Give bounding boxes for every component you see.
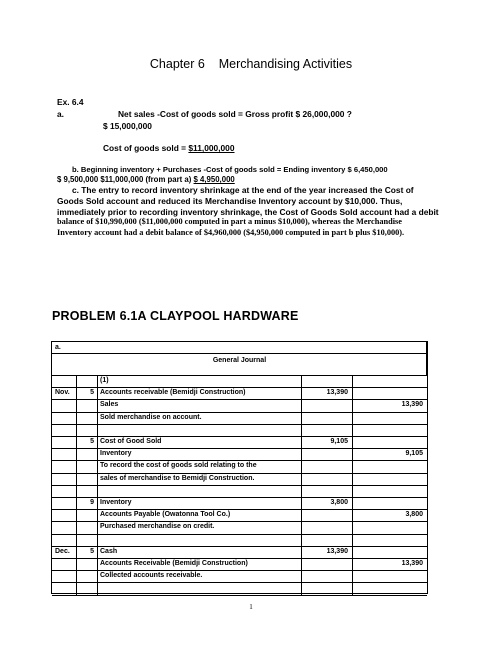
journal-part-label: a. <box>55 344 61 351</box>
credit-amount: 13,390 <box>401 560 423 567</box>
part-c-line-3: immediately prior to recording inventory shrinkage, the Cost of Goods Sold account had a debit <box>57 207 439 217</box>
part-a-letter: a. <box>57 109 64 119</box>
entry-description: sales of merchandise to Bemidji Construction. <box>100 474 255 482</box>
part-a-line-1: Net sales -Cost of goods sold = Gross profit $ 26,000,000 ? <box>118 109 352 119</box>
part-a-line-2: $ 15,000,000 <box>103 121 152 131</box>
entry-description: Cost of Good Sold <box>100 438 162 445</box>
entry-description: Cash <box>100 547 118 555</box>
part-a-line-3 <box>103 143 235 153</box>
entry-description: Sold merchandise on account. <box>100 413 202 421</box>
chapter-name: Merchandising Activities <box>218 57 353 71</box>
problem-title: PROBLEM 6.1A CLAYPOOL HARDWARE <box>52 309 299 323</box>
entry-description: Accounts Receivable (Bemidji Construction) <box>100 560 248 567</box>
entry-month: Nov. <box>55 389 70 397</box>
part-c-line-5: Inventory account had a debit balance of $4,960,000 ($4,950,000 computed in part b plus $10,000). <box>57 228 405 237</box>
column-rule <box>76 375 77 595</box>
exercise-label: Ex. 6.4 <box>57 97 84 107</box>
entry-day: 5 <box>90 547 94 555</box>
entry-description: Inventory <box>100 499 132 506</box>
entry-description: Sales <box>100 401 119 409</box>
entry-month: Dec. <box>55 547 70 555</box>
entry-description: Accounts Payable (Owatonna Tool Co.) <box>100 511 231 519</box>
column-rule <box>301 375 302 595</box>
entry-day: 5 <box>90 389 94 397</box>
part-c-line-4: balance of $10,990,000 ($11,000,000 computed in part a minus $10,000), whereas the Merchandise <box>57 217 402 226</box>
part-b-prefix: $ 9,500,000 $11,000,000 (from part a) <box>57 175 194 184</box>
credit-amount: 9,105 <box>405 450 423 458</box>
credit-amount: 3,800 <box>405 511 423 519</box>
row-divider <box>52 595 427 596</box>
entry-description: Accounts receivable (Bemidji Construction) <box>100 389 246 397</box>
entry-description: Collected accounts receivable. <box>100 572 203 580</box>
entry-description: Purchased merchandise on credit. <box>100 523 215 531</box>
entry-day: 9 <box>90 499 94 506</box>
part-label-divider <box>52 353 427 354</box>
ending-inventory-value: $ 4,950,000 <box>193 175 235 184</box>
part-b-line-2 <box>57 175 235 184</box>
entry-description: To record the cost of goods sold relating to the <box>100 462 257 470</box>
column-rule <box>97 375 98 595</box>
chapter-title <box>0 57 502 71</box>
chapter-number: Chapter 6 <box>149 57 205 71</box>
entry-day: 5 <box>90 438 94 445</box>
cogs-label: Cost of goods sold = <box>103 143 189 153</box>
journal-title: General Journal <box>212 357 267 364</box>
entry-description: (1) <box>100 377 109 384</box>
column-rule <box>352 375 353 595</box>
part-b-line-1: b. Beginning inventory + Purchases -Cost of goods sold = Ending inventory $ 6,450,000 <box>72 165 388 174</box>
general-journal-table <box>51 341 428 594</box>
row-divider <box>52 582 427 583</box>
debit-amount: 13,390 <box>326 547 348 555</box>
cogs-value: $11,000,000 <box>188 143 235 153</box>
debit-amount: 3,800 <box>330 499 348 506</box>
entry-description: Inventory <box>100 450 132 458</box>
part-c-line-1: c. The entry to record inventory shrinkage at the end of the year increased the Cost of <box>72 185 414 195</box>
debit-amount: 9,105 <box>330 438 348 445</box>
row-divider <box>52 485 427 486</box>
row-divider <box>52 534 427 535</box>
row-divider <box>52 424 427 425</box>
part-c-line-2: Goods Sold account and reduced its Merchandise Inventory account by $10,000. Thus, <box>57 196 403 206</box>
debit-amount: 13,390 <box>326 389 348 397</box>
credit-amount: 13,390 <box>401 401 423 409</box>
page-number: 1 <box>249 603 253 611</box>
